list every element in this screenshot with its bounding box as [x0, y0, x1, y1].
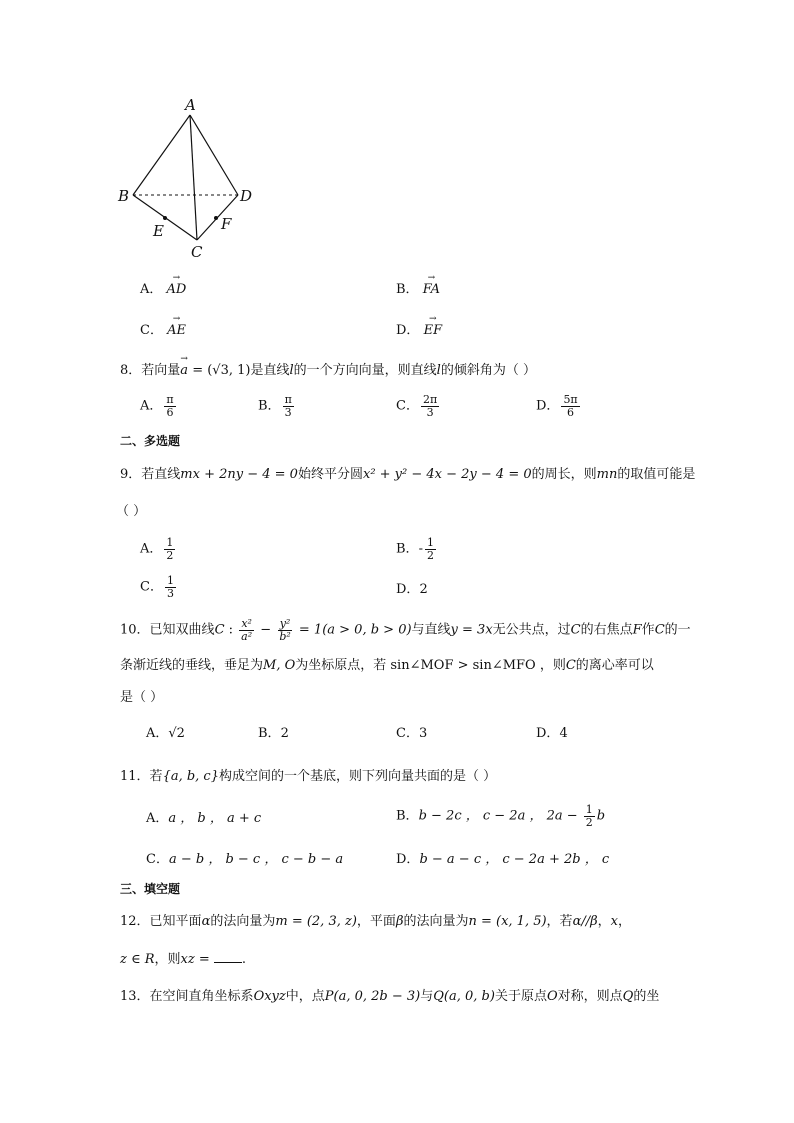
- q9-option-b[interactable]: B．- $\frac{1}{2}$: [396, 536, 434, 562]
- q7-option-b[interactable]: B． → FA: [396, 278, 440, 297]
- point-e: [163, 216, 167, 220]
- q8-option-b[interactable]: B． $\frac{\pi}{3}$: [258, 393, 292, 419]
- fraction: $\frac{1}{3}$: [166, 574, 174, 600]
- label-d: D: [240, 187, 253, 205]
- q11-option-a[interactable]: A．a ， b ， a + c: [146, 811, 262, 826]
- q12-stem-line2: z ∈ R，则xz = .: [120, 952, 247, 967]
- q10-stem-line1: 10．已知双曲线C : $\frac{\text{x²}}{\text{a²}}$ − $\frac{\text{y²}}{\text{b²}}$ = 1(a > 0, b > 0)与直线y = 3x无公共点，过C的右焦点F作C的一: [120, 617, 691, 643]
- q7-option-c[interactable]: C． → AE: [140, 319, 186, 338]
- section-header-fill-in: 三、填空题: [120, 882, 181, 896]
- q12-stem-line1: 12．已知平面α的法向量为m = (2, 3, z)，平面β的法向量为n = (x, 1, 5)，若α//β，x，: [120, 914, 631, 929]
- fraction: $\frac{1}{2}$: [426, 536, 434, 562]
- answer-blank[interactable]: [214, 950, 242, 963]
- fraction: $\frac{\text{y²}}{\text{b²}}$: [279, 617, 291, 643]
- q8-option-a[interactable]: A． $\frac{\pi}{6}$: [140, 393, 174, 419]
- fraction: $\frac{2\pi}{3}$: [422, 393, 438, 419]
- q8-option-d[interactable]: D． $\frac{5\pi}{6}$: [536, 393, 578, 419]
- fraction: $\frac{1}{2}$: [166, 536, 174, 562]
- q8-option-c[interactable]: C． $\frac{2\pi}{3}$: [396, 393, 438, 419]
- vector-ef: → EF: [424, 323, 443, 338]
- q13-stem: 13．在空间直角坐标系Oxyz中，点P(a, 0, 2b − 3)与Q(a, 0, b)关于原点O对称，则点Q的坐: [120, 989, 660, 1004]
- edge-ac: [190, 115, 197, 240]
- label-f: F: [221, 215, 232, 233]
- fraction: $\frac{5\pi}{6}$: [563, 393, 578, 419]
- q7-option-a[interactable]: A． → AD: [140, 278, 186, 297]
- tetrahedron-figure: [115, 95, 265, 265]
- fraction: $\frac{\pi}{3}$: [284, 393, 292, 419]
- q9-option-d[interactable]: D．2: [396, 582, 428, 597]
- section-header-multiple-choice: 二、多选题: [120, 434, 181, 448]
- fraction: $\frac{1}{2}$: [585, 803, 593, 829]
- q9-paren: （ ）: [116, 504, 147, 519]
- q8-stem: 8．若向量→ a = (√3, 1)是直线l的一个方向向量，则直线l的倾斜角为（ ）: [120, 359, 536, 378]
- label-b: B: [118, 187, 130, 205]
- vector-ad: → AD: [167, 282, 187, 297]
- q7-option-d[interactable]: D． → EF: [396, 319, 442, 338]
- vector-fa: → FA: [423, 282, 440, 297]
- q10-option-c[interactable]: C．3: [396, 726, 428, 741]
- vector-a: → a: [180, 363, 188, 378]
- label-e: E: [153, 222, 164, 240]
- fraction: $\frac{\pi}{6}$: [166, 393, 174, 419]
- edge-ab: [133, 115, 190, 195]
- q10-option-d[interactable]: D．4: [536, 726, 568, 741]
- q9-option-a[interactable]: A． $\frac{1}{2}$: [140, 536, 174, 562]
- q9-option-c[interactable]: C． $\frac{1}{3}$: [140, 574, 174, 600]
- q10-stem-line2: 条渐近线的垂线，垂足为M, O为坐标原点，若 sin∠MOF > sin∠MFO ，则C的离心率可以: [120, 658, 654, 673]
- q11-option-d[interactable]: D．b − a − c ， c − 2a + 2b ， c: [396, 852, 610, 867]
- q11-option-b[interactable]: B．b − 2c ， c − 2a ， 2a − $\frac{1}{2}$ b: [396, 803, 606, 829]
- q9-stem: 9．若直线mx + 2ny − 4 = 0始终平分圆x² + y² − 4x − 2y − 4 = 0的周长，则mn的取值可能是: [120, 467, 696, 482]
- point-f: [214, 216, 218, 220]
- q11-option-c[interactable]: C．a − b ， b − c ， c − b − a: [146, 852, 344, 867]
- q11-stem: 11．若{a, b, c}构成空间的一个基底，则下列向量共面的是（ ）: [120, 769, 497, 784]
- q10-option-a[interactable]: A．√2: [146, 726, 185, 741]
- label-a: A: [185, 96, 196, 114]
- vector-ae: → AE: [167, 323, 186, 338]
- q10-stem-line3: 是（ ）: [120, 690, 164, 705]
- label-c: C: [191, 243, 203, 261]
- q10-option-b[interactable]: B．2: [258, 726, 289, 741]
- edge-ad: [190, 115, 238, 195]
- fraction: $\frac{\text{x²}}{\text{a²}}$: [241, 617, 253, 643]
